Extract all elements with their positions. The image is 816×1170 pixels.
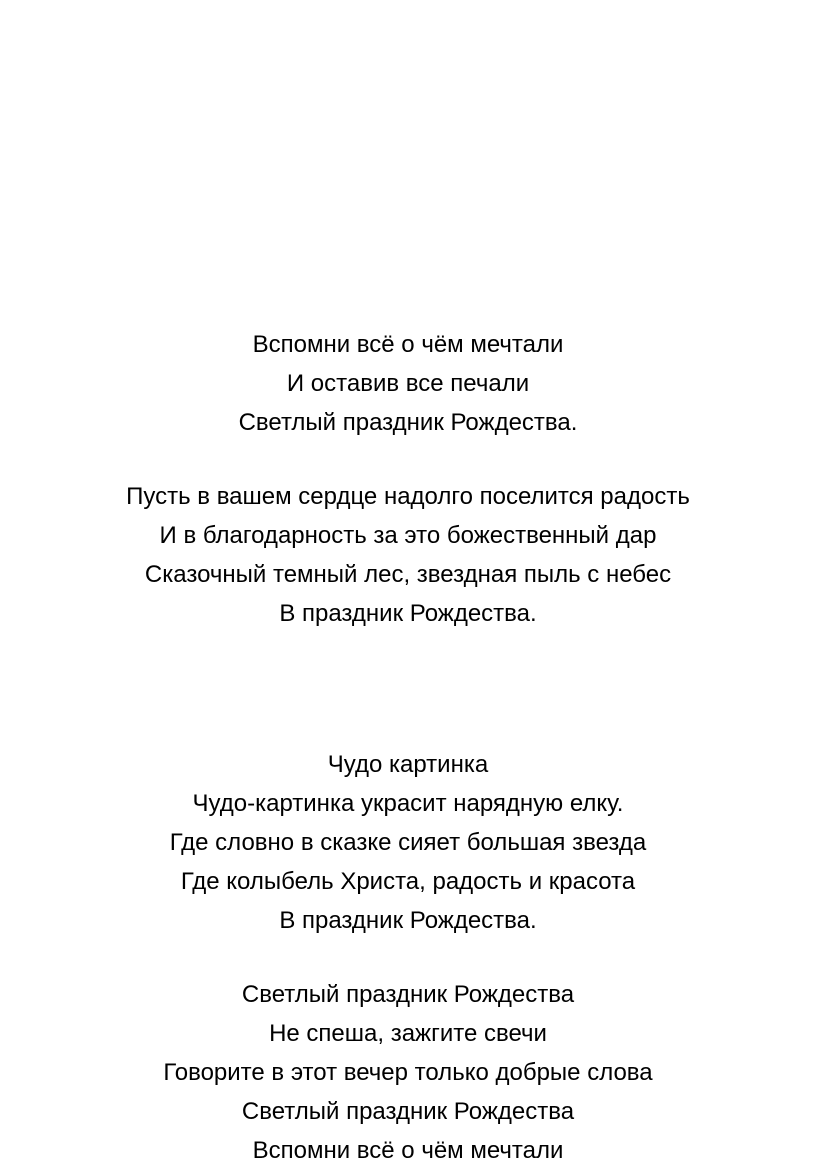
verse-line: И оставив все печали (286, 370, 530, 397)
verse-line: Светлый праздник Рождества (241, 981, 575, 1008)
verse-line: Не спеша, зажгите свечи (269, 1020, 547, 1047)
verse-line: Светлый праздник Рождества (241, 1098, 575, 1125)
verse-line: В праздник Рождества. (279, 907, 537, 934)
stanza-4 (0, 975, 816, 1170)
verse-line: Вспомни всё о чём мечтали (252, 331, 564, 358)
verse-line: И в благодарность за это божественный дар (159, 522, 657, 549)
stanza-1 (0, 325, 816, 442)
verse-line: Чудо картинка (327, 751, 489, 778)
verse-line: Сказочный темный лес, звездная пыль с небес (144, 561, 672, 588)
stanza-2 (0, 477, 816, 633)
verse-line: Пусть в вашем сердце надолго поселится радость (126, 483, 690, 510)
verse-line: Где словно в сказке сияет большая звезда (169, 829, 647, 856)
verse-line: Вспомни всё о чём мечтали (252, 1137, 564, 1164)
verse-line: Где колыбель Христа, радость и красота (180, 868, 636, 895)
stanza-3 (0, 745, 816, 940)
verse-line: Чудо-картинка украсит нарядную елку. (192, 790, 624, 817)
verse-line: Светлый праздник Рождества. (238, 409, 578, 436)
verse-line: В праздник Рождества. (279, 600, 537, 627)
verse-line: Говорите в этот вечер только добрые слова (163, 1059, 653, 1086)
